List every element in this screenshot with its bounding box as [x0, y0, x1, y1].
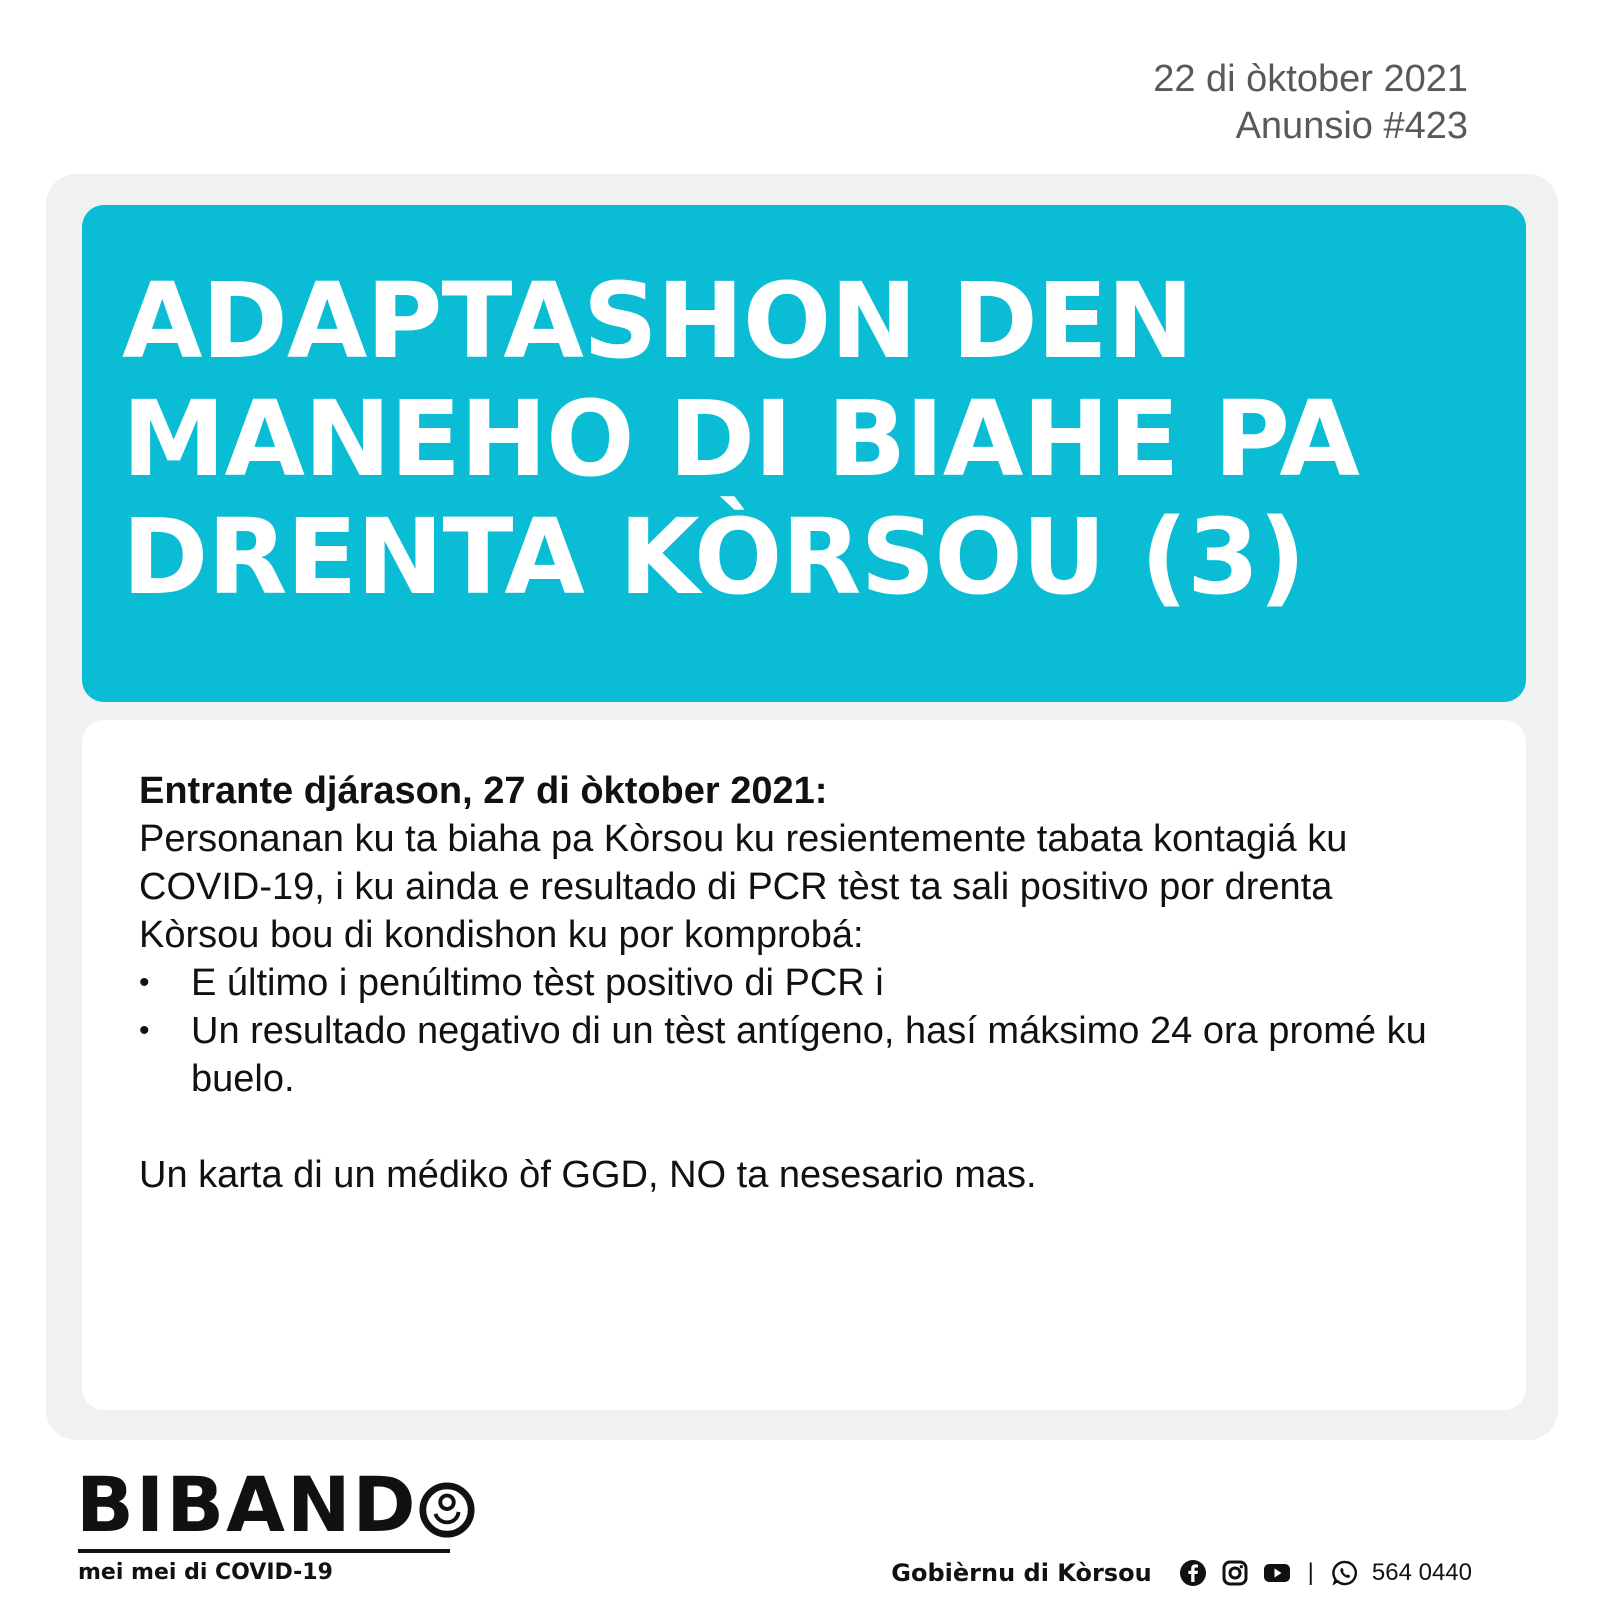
- list-item: [139, 959, 1459, 1007]
- whatsapp-icon: [1330, 1558, 1360, 1588]
- phone-number[interactable]: 564 0440: [1371, 1559, 1472, 1586]
- list-item-text: E último i penúltimo tèst positivo di PCR i: [191, 962, 884, 1004]
- facebook-icon[interactable]: [1178, 1558, 1208, 1588]
- youtube-icon[interactable]: [1262, 1558, 1292, 1588]
- condition-list: [139, 959, 1459, 1103]
- footer-separator: |: [1307, 1559, 1314, 1586]
- headline-line-3: DRENTA KÒRSOU (3): [122, 496, 1305, 618]
- footer-contact: [891, 1555, 1472, 1591]
- logo-o-mark-icon: [418, 1481, 476, 1539]
- headline-line-2: MANEHO DI BIAHE PA: [122, 378, 1359, 500]
- spacer: [139, 1103, 1459, 1151]
- announcement-body: [139, 767, 1459, 1199]
- list-item: [139, 1007, 1459, 1103]
- headline: [122, 262, 1359, 616]
- bullet-icon: •: [139, 1014, 150, 1047]
- note-paragraph: Un karta di un médiko òf GGD, NO ta nesesario mas.: [139, 1154, 1037, 1196]
- announcement-meta: [1153, 56, 1468, 150]
- announcement-date: 22 di òktober 2021: [1153, 58, 1468, 100]
- logo-divider: [78, 1549, 450, 1553]
- headline-line-1: ADAPTASHON DEN: [122, 260, 1193, 382]
- bullet-icon: •: [139, 966, 150, 999]
- logo-tagline: mei mei di COVID-19: [78, 1560, 333, 1585]
- effective-date-lead: Entrante djárason, 27 di òktober 2021:: [139, 770, 828, 812]
- instagram-icon[interactable]: [1220, 1558, 1250, 1588]
- bibando-logo: [76, 1460, 476, 1549]
- intro-paragraph: Personanan ku ta biaha pa Kòrsou ku resientemente tabata kontagiá ku COVID-19, i ku ainda e resultado di PCR tèst ta sali positivo por drenta Kòrsou bou di kondishon ku por komprobá:: [139, 818, 1348, 956]
- announcement-number: Anunsio #423: [1235, 105, 1468, 147]
- list-item-text: Un resultado negativo di un tèst antígeno, hasí máksimo 24 ora promé ku buelo.: [191, 1010, 1427, 1100]
- organization-name: Gobièrnu di Kòrsou: [891, 1559, 1152, 1587]
- logo-text: BIBAND: [76, 1460, 418, 1549]
